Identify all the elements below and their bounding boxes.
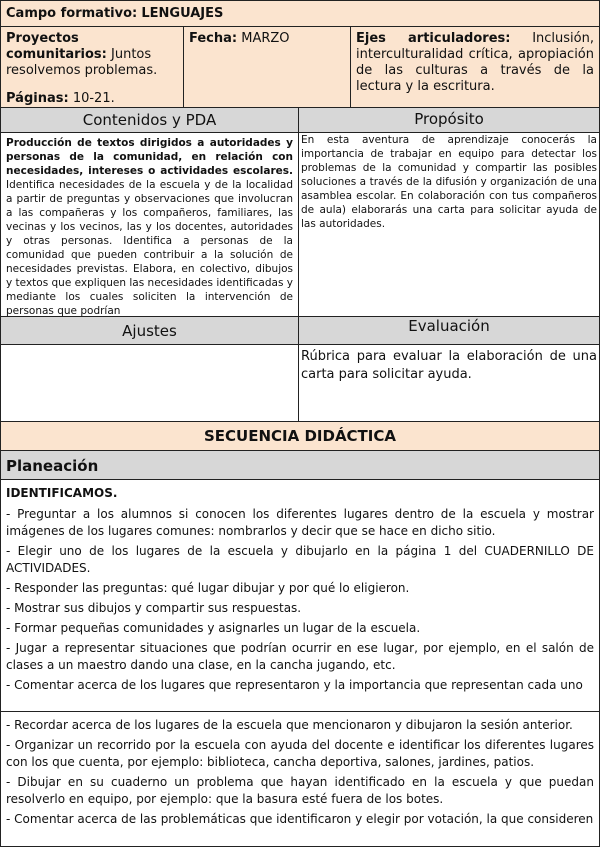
list-item: - Preguntar a los alumnos si conocen los diferentes lugares dentro de la escuela y mostrar imágenes de los lugares comunes: nombrarlos y decir que se hace en dicho sitio.	[6, 507, 594, 538]
campo-formativo-value: LENGUAJES	[141, 6, 224, 21]
planeacion-subtitle: IDENTIFICAMOS.	[6, 486, 118, 500]
ajustes-header	[0, 316, 299, 345]
ejes-cell	[350, 26, 600, 108]
contenidos-body	[0, 132, 299, 317]
list-item: - Comentar acerca de las problemáticas que identificaron y elegir por votación, la que consideren	[6, 812, 594, 826]
planeacion-body	[0, 479, 600, 712]
list-item: - Recordar acerca de los lugares de la escuela que mencionaron y dibujaron la sesión anterior.	[6, 718, 573, 732]
contenidos-header	[0, 107, 299, 133]
evaluacion-body	[298, 344, 600, 422]
proposito-text: En esta aventura de aprendizaje conocerás la importancia de trabajar en equipo para detectar los problemas de la comunidad y compartir las posibles soluciones a través de la difusión y organización de una asamblea escolar. En colaboración con tus compañeros de aula) elaborarás una carta para solicitar ayuda de las autoridades.	[301, 134, 597, 230]
ajustes-title: Ajustes	[122, 322, 177, 340]
contenidos-body-text: Identifica necesidades de la escuela y de la localidad a partir de preguntas y observaciones que involucran a las compañeras y los compañeros, familiares, las vecinas y los vecinos, las y los docentes, autoridades y otras personas. Identifica a personas de la comunidad que pueden contribuir a la solución de necesidades previstas. Elabora, en colectivo, dibujos y textos que expliquen las necesidades identificadas y mediante los cuales soliciten la intervención de personas que podrían	[6, 179, 293, 317]
fecha-cell	[183, 26, 351, 108]
list-item: - Formar pequeñas comunidades y asignarles un lugar de la escuela.	[6, 621, 421, 635]
fecha-label: Fecha:	[189, 31, 238, 46]
planeacion-body-2	[0, 711, 600, 847]
proyectos-value: Juntos resolvemos problemas.	[6, 47, 158, 78]
secuencia-header	[0, 421, 600, 451]
proyectos-label: Proyectos comunitarios:	[6, 31, 107, 62]
ejes-label: Ejes articuladores:	[356, 31, 511, 46]
planeacion-title: Planeación	[6, 457, 99, 475]
proposito-header	[298, 107, 600, 133]
list-item: - Jugar a representar situaciones que podrían ocurrir en ese lugar, por ejemplo, en el salón de clases a un maestro dando una clase, en la cancha jugando, etc.	[6, 641, 594, 672]
list-item: - Organizar un recorrido por la escuela con ayuda del docente e identificar los diferentes lugares con los que cuenta, por ejemplo: biblioteca, cancha deportiva, salones, jardines, patios.	[6, 738, 594, 769]
ajustes-body	[0, 344, 299, 422]
campo-formativo-label: Campo formativo:	[6, 6, 138, 21]
secuencia-title: SECUENCIA DIDÁCTICA	[204, 427, 396, 445]
evaluacion-header	[298, 316, 600, 345]
paginas-value: 10-21.	[72, 91, 115, 106]
ejes-value: Inclusión, interculturalidad crítica, apropiación de las culturas a través de la lectura y la escritura.	[356, 31, 594, 94]
list-item: - Mostrar sus dibujos y compartir sus respuestas.	[6, 601, 302, 615]
evaluacion-text: Rúbrica para evaluar la elaboración de una carta para solicitar ayuda.	[301, 349, 597, 382]
fecha-value: MARZO	[241, 31, 290, 46]
proposito-title: Propósito	[414, 110, 484, 128]
proyectos-cell	[0, 26, 184, 108]
campo-formativo-header	[0, 0, 600, 27]
paginas-label: Páginas:	[6, 91, 69, 106]
contenidos-title: Contenidos y PDA	[82, 111, 217, 129]
evaluacion-title: Evaluación	[408, 317, 490, 335]
list-item: - Responder las preguntas: qué lugar dibujar y por qué lo eligieron.	[6, 581, 410, 595]
list-item: - Comentar acerca de los lugares que representaron y la importancia que representan cada uno	[6, 678, 583, 692]
planeacion-header	[0, 450, 600, 480]
proposito-body	[298, 132, 600, 317]
list-item: - Elegir uno de los lugares de la escuela y dibujarlo en la página 1 del CUADERNILLO DE ACTIVIDADES.	[6, 544, 594, 575]
contenidos-bold-text: Producción de textos dirigidos a autoridades y personas de la comunidad, en relación con necesidades, intereses o actividades escolares.	[6, 137, 293, 177]
list-item: - Dibujar en su cuaderno un problema que hayan identificado en la escuela y que puedan resolverlo en equipo, por ejemplo: que la basura esté fuera de los botes.	[6, 775, 594, 806]
